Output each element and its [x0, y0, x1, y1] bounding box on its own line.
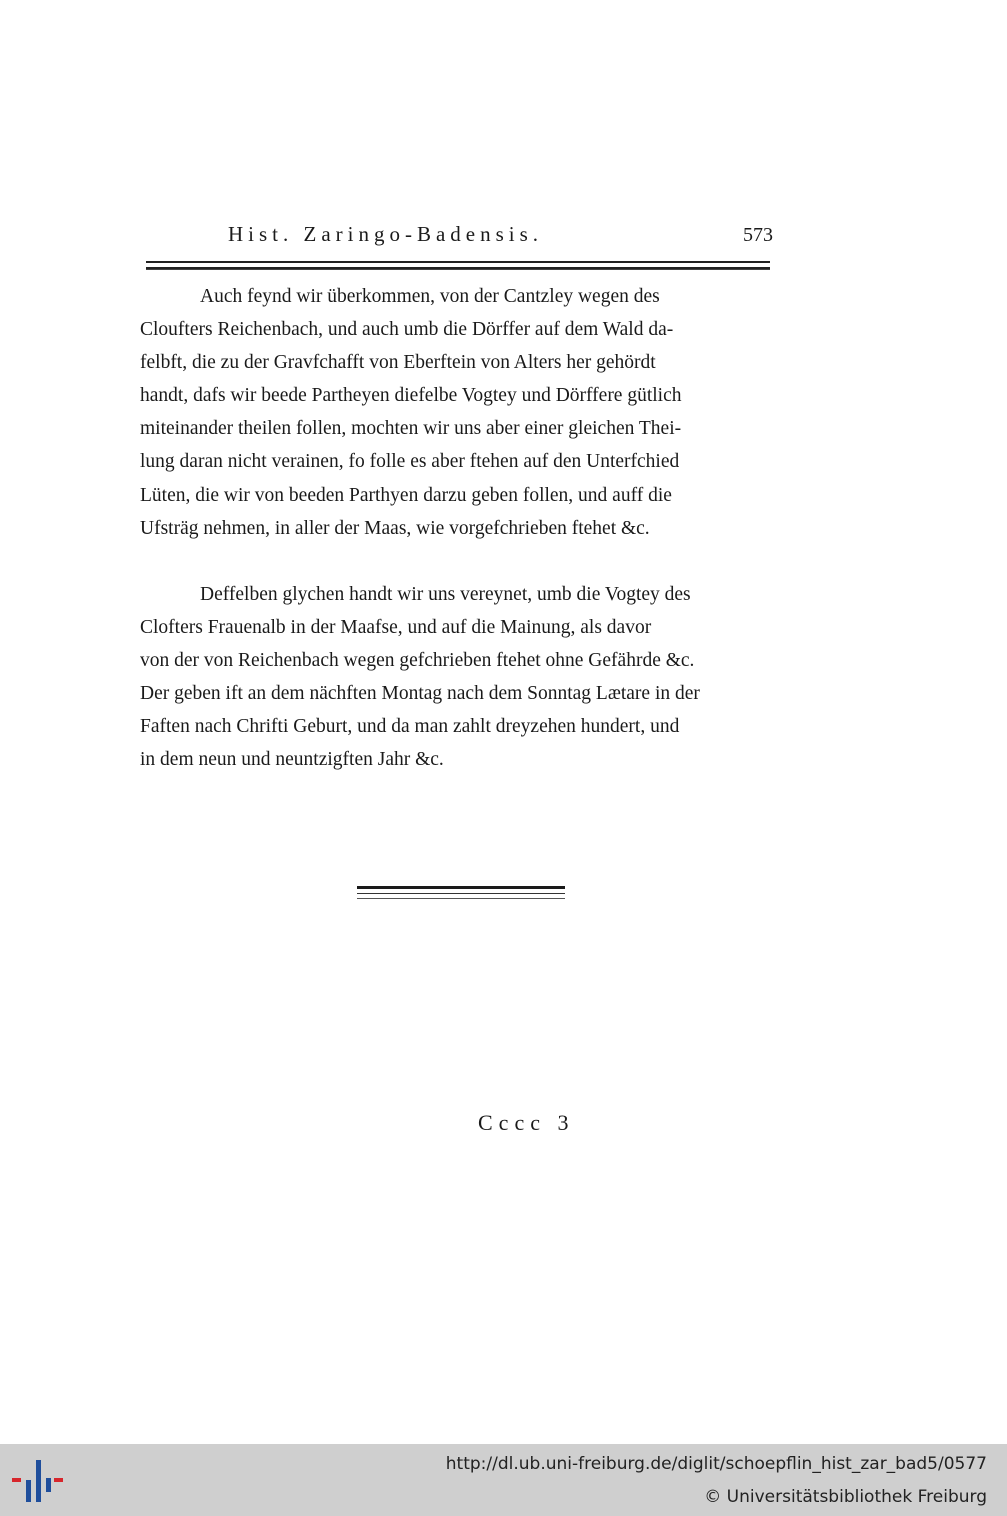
header-double-rule	[146, 261, 770, 269]
text-line: Lüten, die wir von beeden Parthyen darzu geben follen, und auff die	[140, 484, 672, 506]
closing-rule-thick	[357, 886, 565, 892]
ub-freiburg-logo-icon	[12, 1458, 64, 1504]
header-thin-rule	[146, 269, 770, 270]
paragraph-1	[140, 280, 776, 545]
text-line: von der von Reichenbach wegen gefchrieben ftehet ohne Gefährde &c.	[140, 649, 695, 671]
text-line: Deffelben glychen handt wir uns vereynet, umb die Vogtey des	[200, 583, 691, 605]
page-number: 573	[743, 224, 773, 246]
body-text	[140, 280, 776, 776]
permalink-link[interactable]: http://dl.ub.uni-freiburg.de/diglit/schoepflin_hist_zar_bad5/0577	[445, 1454, 987, 1474]
text-line: Cloufters Reichenbach, und auch umb die Dörffer auf dem Wald da-	[140, 319, 674, 341]
text-line: miteinander theilen follen, mochten wir uns aber einer gleichen Thei-	[140, 418, 682, 440]
text-line: in dem neun und neuntzigften Jahr &c.	[140, 749, 444, 771]
text-line: lung daran nicht verainen, fo folle es aber ftehen auf den Unterfchied	[140, 451, 680, 473]
paragraph-2	[140, 578, 776, 777]
signature-mark: Cccc 3	[478, 1110, 575, 1135]
text-line: Ufsträg nehmen, in aller der Maas, wie vorgefchrieben ftehet &c.	[140, 517, 650, 539]
footer-bar	[0, 1444, 1007, 1516]
text-line: Auch feynd wir überkommen, von der Cantzley wegen des	[200, 286, 660, 307]
running-head	[228, 222, 773, 252]
text-line: Faften nach Chrifti Geburt, und da man zahlt dreyzehen hundert, und	[140, 716, 680, 738]
text-line: handt, dafs wir beede Partheyen diefelbe Vogtey und Dörffere gütlich	[140, 385, 682, 407]
text-line: felbft, die zu der Gravfchafft von Eberftein von Alters her gehördt	[140, 352, 656, 374]
running-head-title: Hist. Zaringo-Badensis.	[228, 222, 544, 246]
closing-rule-thin-lower	[357, 898, 565, 899]
closing-rule-thin	[357, 893, 565, 894]
text-line: Der geben ift an dem nächften Montag nach dem Sonntag Lætare in der	[140, 683, 700, 705]
copyright-text: © Universitätsbibliothek Freiburg	[704, 1487, 987, 1507]
text-line: Clofters Frauenalb in der Maafse, und auf die Mainung, als davor	[140, 616, 652, 638]
